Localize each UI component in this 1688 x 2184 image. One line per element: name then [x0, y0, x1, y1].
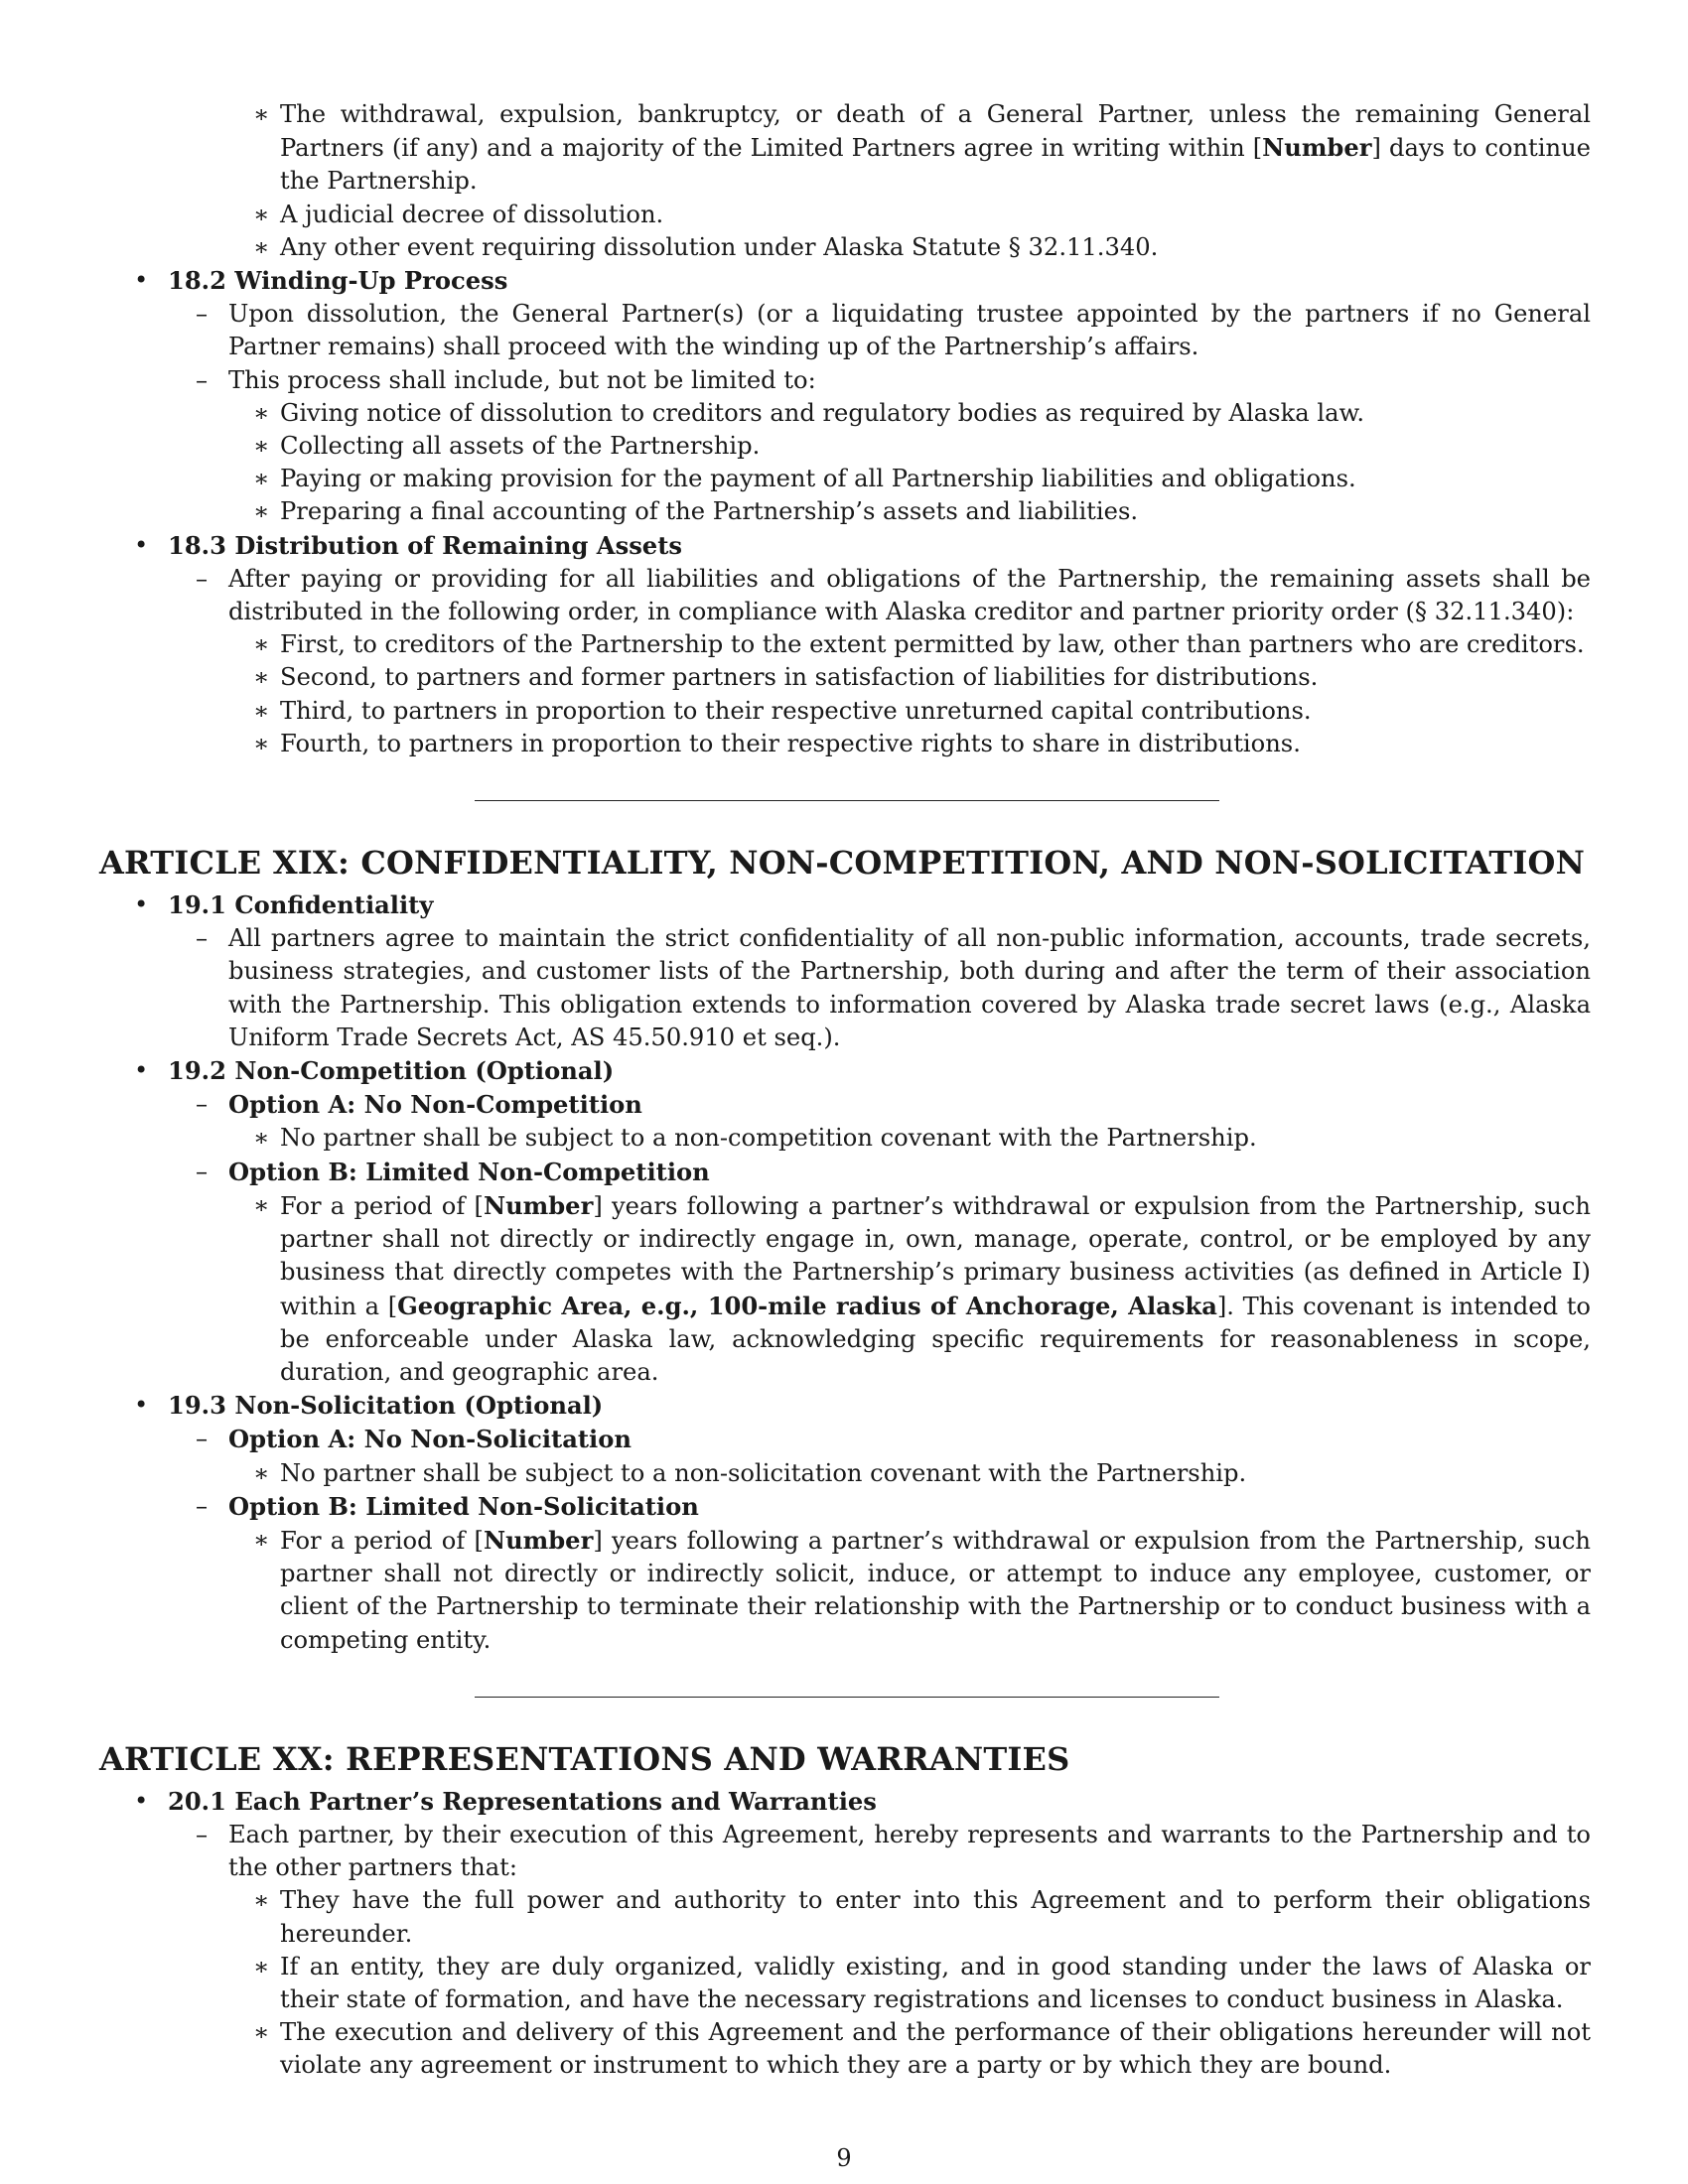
- article-20-sections: [99, 1785, 1591, 2083]
- list-item: ∗ No partner shall be subject to a non-solicitation covenant with the Partnership.: [228, 1457, 1591, 1490]
- article-18-sections: [99, 264, 1591, 760]
- paragraph: – This process shall include, but not be limited to: ∗ Giving notice of dissolution to creditors and regulatory bodies as required by Alaska law. ∗ Collecting all assets of the Partnership. ∗ Paying or making provision for the payment of all Partnership liabilities and obligations. ∗ Preparing a final accounting of the Partnership’s assets and liabilities.: [168, 364, 1591, 529]
- list-item: ∗ Third, to partners in proportion to their respective unreturned capital contributions.: [228, 695, 1591, 728]
- section-heading: 19.2 Non-Competition (Optional): [168, 1056, 615, 1086]
- list-item: ∗ The withdrawal, expulsion, bankruptcy, or death of a General Partner, unless the remaining General Partners (if any) and a majority of the Limited Partners agree in writing within [Number] days to continue the Partnership.: [280, 98, 1591, 199]
- list-item: ∗ Preparing a final accounting of the Partnership’s assets and liabilities.: [228, 495, 1591, 528]
- list-item: ∗ Any other event requiring dissolution under Alaska Statute § 32.11.340.: [280, 231, 1591, 264]
- list-item: ∗ They have the full power and authority to enter into this Agreement and to perform their obligations hereunder.: [228, 1884, 1591, 1950]
- section-19-1: [99, 888, 1591, 1054]
- section-19-2: [99, 1054, 1591, 1389]
- paragraph: – Each partner, by their execution of this Agreement, hereby represents and warrants to the Partnership and to the other partners that: ∗ They have the full power and authority to enter into this Agreement and to perform their obligations hereunder. ∗ If an entity, they are duly organized, validly existing, and in good standing under the laws of Alaska or their state of formation, and have the necessary registrations and licenses to conduct business in Alaska. ∗ The execution and delivery of this Agreement and the performance of their obligations hereunder will not violate any agreement or instrument to which they are a party or by which they are bound.: [168, 1819, 1591, 2083]
- list-item: ∗ First, to creditors of the Partnership to the extent permitted by law, other than partners who are creditors.: [228, 628, 1591, 661]
- list-item: ∗ For a period of [Number] years following a partner’s withdrawal or expulsion from the Partnership, such partner shall not directly or indirectly solicit, induce, or attempt to induce any employee, customer, or client of the Partnership to terminate their relationship with the Partnership or to conduct business with a competing entity.: [228, 1524, 1591, 1657]
- paragraph: – After paying or providing for all liabilities and obligations of the Partnership, the remaining assets shall be distributed in the following order, in compliance with Alaska creditor and partner priority order (§ 32.11.340): ∗ First, to creditors of the Partnership to the extent permitted by law, other than partners who are creditors. ∗ Second, to partners and former partners in satisfaction of liabilities for distributions. ∗ Third, to partners in proportion to their respective unreturned capital contributions. ∗ Fourth, to partners in proportion to their respective rights to share in distributions.: [168, 563, 1591, 760]
- section-heading: 19.3 Non-Solicitation (Optional): [168, 1391, 604, 1421]
- section-18-3: [99, 529, 1591, 760]
- option-a: – Option A: No Non-Competition ∗ No partner shall be subject to a non-competition covenant with the Partnership.: [168, 1088, 1591, 1155]
- list-item: ∗ A judicial decree of dissolution.: [280, 199, 1591, 231]
- list-item: ∗ Second, to partners and former partners in satisfaction of liabilities for distributions.: [228, 661, 1591, 694]
- paragraph: – All partners agree to maintain the strict confidentiality of all non-public information, accounts, trade secrets, business strategies, and customer lists of the Partnership, both during and after the term of their association with the Partnership. This obligation extends to information covered by Alaska trade secret laws (e.g., Alaska Uniform Trade Secrets Act, AS 45.50.910 et seq.).: [168, 922, 1591, 1054]
- section-heading: 19.1 Confidentiality: [168, 890, 434, 920]
- article-19-sections: [99, 888, 1591, 1657]
- list-item: ∗ Collecting all assets of the Partnership.: [228, 430, 1591, 463]
- section-18-1-events-list: [99, 98, 1591, 264]
- article-20-title: ARTICLE XX: REPRESENTATIONS AND WARRANTIES: [99, 1739, 1070, 1778]
- section-heading: 18.2 Winding-Up Process: [168, 266, 508, 296]
- section-heading: 20.1 Each Partner’s Representations and Warranties: [168, 1786, 877, 1816]
- page-number: 9: [836, 2144, 852, 2172]
- option-b: – Option B: Limited Non-Competition ∗ For a period of [Number] years following a partner’s withdrawal or expulsion from the Partnership, such partner shall not directly or indirectly engage in, own, manage, operate, control, or be employed by any business that directly competes with the Partnership’s primary business activities (as defined in Article I) within a [Geographic Area, e.g., 100-mile radius of Anchorage, Alaska]. This covenant is intended to be enforceable under Alaska law, acknowledging specific requirements for reasonableness in scope, duration, and geographic area.: [168, 1156, 1591, 1389]
- list-item: ∗ The execution and delivery of this Agreement and the performance of their obligations hereunder will not violate any agreement or instrument to which they are a party or by which they are bound.: [228, 2016, 1591, 2082]
- list-item: ∗ Giving notice of dissolution to creditors and regulatory bodies as required by Alaska law.: [228, 397, 1591, 430]
- article-19-title: ARTICLE XIX: CONFIDENTIALITY, NON-COMPETITION, AND NON-SOLICITATION: [99, 844, 1586, 883]
- list-item: ∗ No partner shall be subject to a non-competition covenant with the Partnership.: [228, 1122, 1591, 1155]
- paragraph: – Upon dissolution, the General Partner(s) (or a liquidating trustee appointed by the partners if no General Partner remains) shall proceed with the winding up of the Partnership’s affairs.: [168, 298, 1591, 363]
- list-item: ∗ For a period of [Number] years following a partner’s withdrawal or expulsion from the Partnership, such partner shall not directly or indirectly engage in, own, manage, operate, control, or be employed by any business that directly competes with the Partnership’s primary business activities (as defined in Article I) within a [Geographic Area, e.g., 100-mile radius of Anchorage, Alaska]. This covenant is intended to be enforceable under Alaska law, acknowledging specific requirements for reasonableness in scope, duration, and geographic area.: [228, 1189, 1591, 1389]
- list-item: ∗ If an entity, they are duly organized, validly existing, and in good standing under the laws of Alaska or their state of formation, and have the necessary registrations and licenses to conduct business in Alaska.: [228, 1951, 1591, 2016]
- section-heading: 18.3 Distribution of Remaining Assets: [168, 530, 682, 560]
- option-a: – Option A: No Non-Solicitation ∗ No partner shall be subject to a non-solicitation covenant with the Partnership.: [168, 1423, 1591, 1489]
- option-b: – Option B: Limited Non-Solicitation ∗ For a period of [Number] years following a partner’s withdrawal or expulsion from the Partnership, such partner shall not directly or indirectly solicit, induce, or attempt to induce any employee, customer, or client of the Partnership to terminate their relationship with the Partnership or to conduct business with a competing entity.: [168, 1490, 1591, 1657]
- page-content: [99, 98, 1591, 2083]
- list-item: ∗ Fourth, to partners in proportion to their respective rights to share in distributions.: [228, 728, 1591, 760]
- list-item: ∗ Paying or making provision for the payment of all Partnership liabilities and obligations.: [228, 463, 1591, 495]
- section-18-2: [99, 264, 1591, 529]
- section-20-1: [99, 1785, 1591, 2083]
- section-19-3: [99, 1389, 1591, 1657]
